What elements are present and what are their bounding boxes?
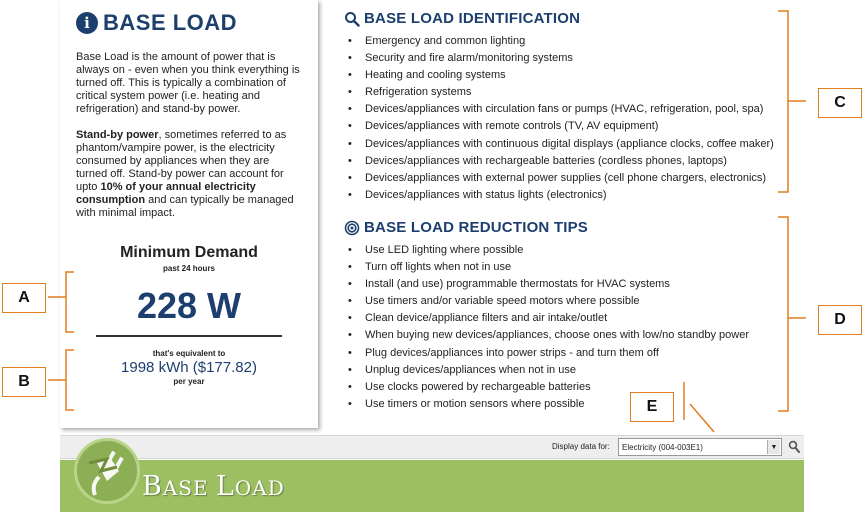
reduction-header bbox=[344, 219, 749, 236]
target-icon bbox=[344, 220, 360, 236]
minimum-demand-panel bbox=[76, 244, 302, 386]
display-data-label: Display data for: bbox=[552, 442, 610, 451]
equivalent-period: per year bbox=[173, 377, 205, 386]
banner-title bbox=[142, 471, 285, 502]
list-item: • Devices/appliances with continuous digital displays (appliance clocks, coffee maker) bbox=[344, 136, 774, 153]
meter-select[interactable] bbox=[618, 438, 782, 456]
identification-section bbox=[344, 10, 774, 204]
standby-lead: Stand-by power bbox=[76, 129, 159, 141]
chevron-down-icon[interactable]: ▼ bbox=[767, 440, 780, 454]
list-item: • Devices/appliances with external power supplies (cell phone chargers, electronics) bbox=[344, 170, 774, 187]
banner-cap-b: B bbox=[142, 471, 163, 502]
list-item: • Devices/appliances with rechargeable batteries (cordless phones, laptops) bbox=[344, 153, 774, 170]
equivalent-label: that's equivalent to bbox=[152, 349, 226, 358]
callout-c: C bbox=[818, 88, 862, 118]
identification-list bbox=[344, 33, 774, 204]
standby-description bbox=[76, 129, 302, 220]
min-demand-title: Minimum Demand bbox=[120, 244, 258, 261]
callout-a: A bbox=[2, 283, 46, 313]
bracket-c bbox=[778, 11, 788, 192]
identification-title: BASE LOAD IDENTIFICATION bbox=[364, 10, 581, 27]
list-item: • Clean device/appliance filters and air intake/outlet bbox=[344, 310, 749, 327]
bracket-d bbox=[778, 217, 788, 411]
standby-text-b: and can typically be managed with minimal impact. bbox=[76, 194, 294, 219]
min-demand-period: past 24 hours bbox=[162, 264, 215, 273]
list-item: • Devices/appliances with circulation fans or pumps (HVAC, refrigeration, pool, spa) bbox=[344, 101, 774, 118]
list-item: • Use clocks powered by rechargeable batteries bbox=[344, 379, 749, 396]
callout-d: D bbox=[818, 305, 862, 335]
equivalent-value: 1998 kWh ($177.82) bbox=[121, 359, 257, 376]
info-circle-icon: i bbox=[76, 12, 98, 34]
reduction-title: BASE LOAD REDUCTION TIPS bbox=[364, 219, 588, 236]
identification-header bbox=[344, 10, 774, 27]
list-item: • Refrigeration systems bbox=[344, 84, 774, 101]
list-item: • Security and fire alarm/monitoring systems bbox=[344, 50, 774, 67]
app-banner bbox=[60, 460, 804, 512]
callout-b: B bbox=[2, 367, 46, 397]
banner-rest-oad: OAD bbox=[234, 476, 285, 500]
plug-glyph bbox=[77, 441, 137, 501]
base-load-description: Base Load is the amount of power that is always on - even when you think everything is turned off. This is typically a combination of critical system power (i.e. heating and refrigeration) and stand-by power. bbox=[76, 51, 300, 115]
reduction-list bbox=[344, 242, 749, 413]
page-title: BASE LOAD bbox=[103, 10, 238, 35]
info-card bbox=[60, 0, 318, 428]
toolbar bbox=[60, 435, 804, 459]
list-item: • Use LED lighting where possible bbox=[344, 242, 749, 259]
list-item: • Heating and cooling systems bbox=[344, 67, 774, 84]
plug-logo-icon bbox=[74, 438, 140, 504]
callout-e: E bbox=[630, 392, 674, 422]
min-demand-value: 228 W bbox=[136, 285, 242, 326]
standby-text-a: , sometimes referred to as phantom/vampire power, is the electricity consumed by appliances when they are turned off. Stand-by power can account for upto bbox=[76, 129, 287, 193]
list-item: • Use timers or motion sensors where possible bbox=[344, 396, 749, 413]
list-item: • Emergency and common lighting bbox=[344, 33, 774, 50]
search-icon[interactable] bbox=[788, 440, 800, 454]
list-item: • Install (and use) programmable thermostats for HVAC systems bbox=[344, 276, 749, 293]
list-item: • Devices/appliances with remote controls (TV, AV equipment) bbox=[344, 118, 774, 135]
banner-rest-ase: ASE bbox=[162, 476, 216, 500]
list-item: • Devices/appliances with status lights (electronics) bbox=[344, 187, 774, 204]
list-item: • Use timers and/or variable speed motors where possible bbox=[344, 293, 749, 310]
meter-select-value: Electricity (004-003E1) bbox=[622, 442, 703, 452]
list-item: • When buying new devices/appliances, choose ones with low/no standby power bbox=[344, 327, 749, 344]
list-item: • Unplug devices/appliances when not in use bbox=[344, 362, 749, 379]
list-item: • Plug devices/appliances into power strips - and turn them off bbox=[344, 345, 749, 362]
list-item: • Turn off lights when not in use bbox=[344, 259, 749, 276]
banner-cap-l: L bbox=[215, 471, 235, 502]
reduction-section bbox=[344, 219, 749, 413]
divider bbox=[96, 335, 282, 337]
search-icon bbox=[344, 11, 360, 27]
standby-highlight: 10% of your annual electricity consumption bbox=[76, 181, 256, 206]
card-title bbox=[76, 10, 302, 36]
